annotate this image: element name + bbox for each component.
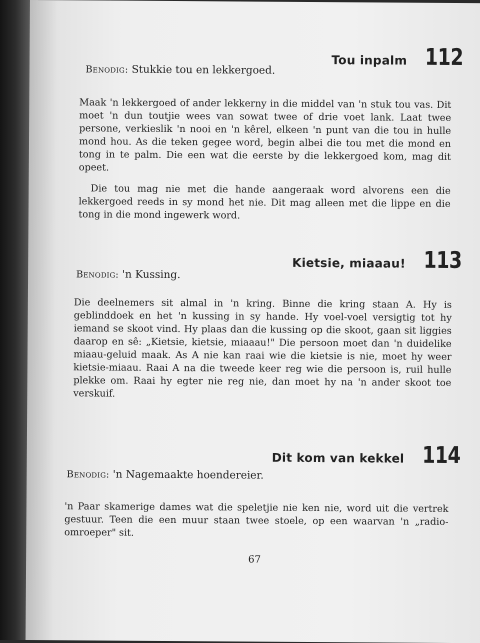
needed-text: 'n Kussing. xyxy=(122,268,181,282)
section-114-heading xyxy=(272,442,461,469)
needed-line xyxy=(76,268,180,281)
needed-line xyxy=(67,468,264,481)
section-number: 112 xyxy=(425,44,464,72)
section-number: 113 xyxy=(423,247,463,275)
section-title: Tou inpalm xyxy=(331,53,408,68)
section-113-heading xyxy=(292,247,462,274)
paragraph: Die deelnemers sit almal in 'n kring. Binne die kring staan A. Hy is geblinddoek en het 'n kussing in sy hande. Hy voel-voel versigtig tot hy iemand se skoot vind. Hy plaas dan die kussing op die skoot, gaan sit liggies daarop en sê: „Kietsie, kietsie, miaaau!" Die persoon moet dan 'n duidelike miaau-geluid maak. As A nie kan raai wie die kietsie is nie, moet hy weer kietsie-miaau. Raai A na die tweede keer reg wie die persoon is, ruil hulle plekke om. Raai hy egter nie reg nie, dan moet hy na 'n ander skoot toe verskuif. xyxy=(73,297,452,400)
needed-text: Stukkie tou en lekkergoed. xyxy=(131,63,276,77)
needed-label: Benodig: xyxy=(76,269,119,281)
paragraph: Maak 'n lekkergoed of ander lekkerny in die middel van 'n stuk tou vas. Dit moet 'n dun toutjie wees van sowat twee of drie voet lank. Laat twee persone, verkieslik 'n nooi en 'n kêrel, elkeen 'n punt van die tou in hulle mond hou. As die teken gegee word, begin albei die tou met die mond en tong in te palm. Die een wat die eerste by die lekkergoed kom, mag dit opeet. xyxy=(78,97,452,174)
book-page xyxy=(26,0,480,643)
needed-label: Benodig: xyxy=(66,469,110,481)
paragraph: Die tou mag nie met die hande aangeraak word alvorens een die lekkergoed reeds in sy mond het nie. Dit mag alleen met die lippe en die tong in die mond ingewerk word. xyxy=(78,183,451,222)
page-number: 67 xyxy=(248,554,261,566)
needed-label: Benodig: xyxy=(85,64,129,76)
needed-line xyxy=(85,63,275,76)
needed-text: 'n Nagemaakte hoendereier. xyxy=(112,468,264,482)
paragraph: 'n Paar skamerige dames wat die speletjie nie ken nie, word uit die vertrek gestuur. Teen die een muur staan twee stoele, op een waarvan 'n „radio-omroeper" sit. xyxy=(64,501,449,539)
section-title: Kietsie, miaaau! xyxy=(292,255,406,271)
section-number: 114 xyxy=(422,442,461,470)
section-112-heading xyxy=(331,44,463,71)
section-title: Dit kom van kekkel xyxy=(271,450,405,466)
